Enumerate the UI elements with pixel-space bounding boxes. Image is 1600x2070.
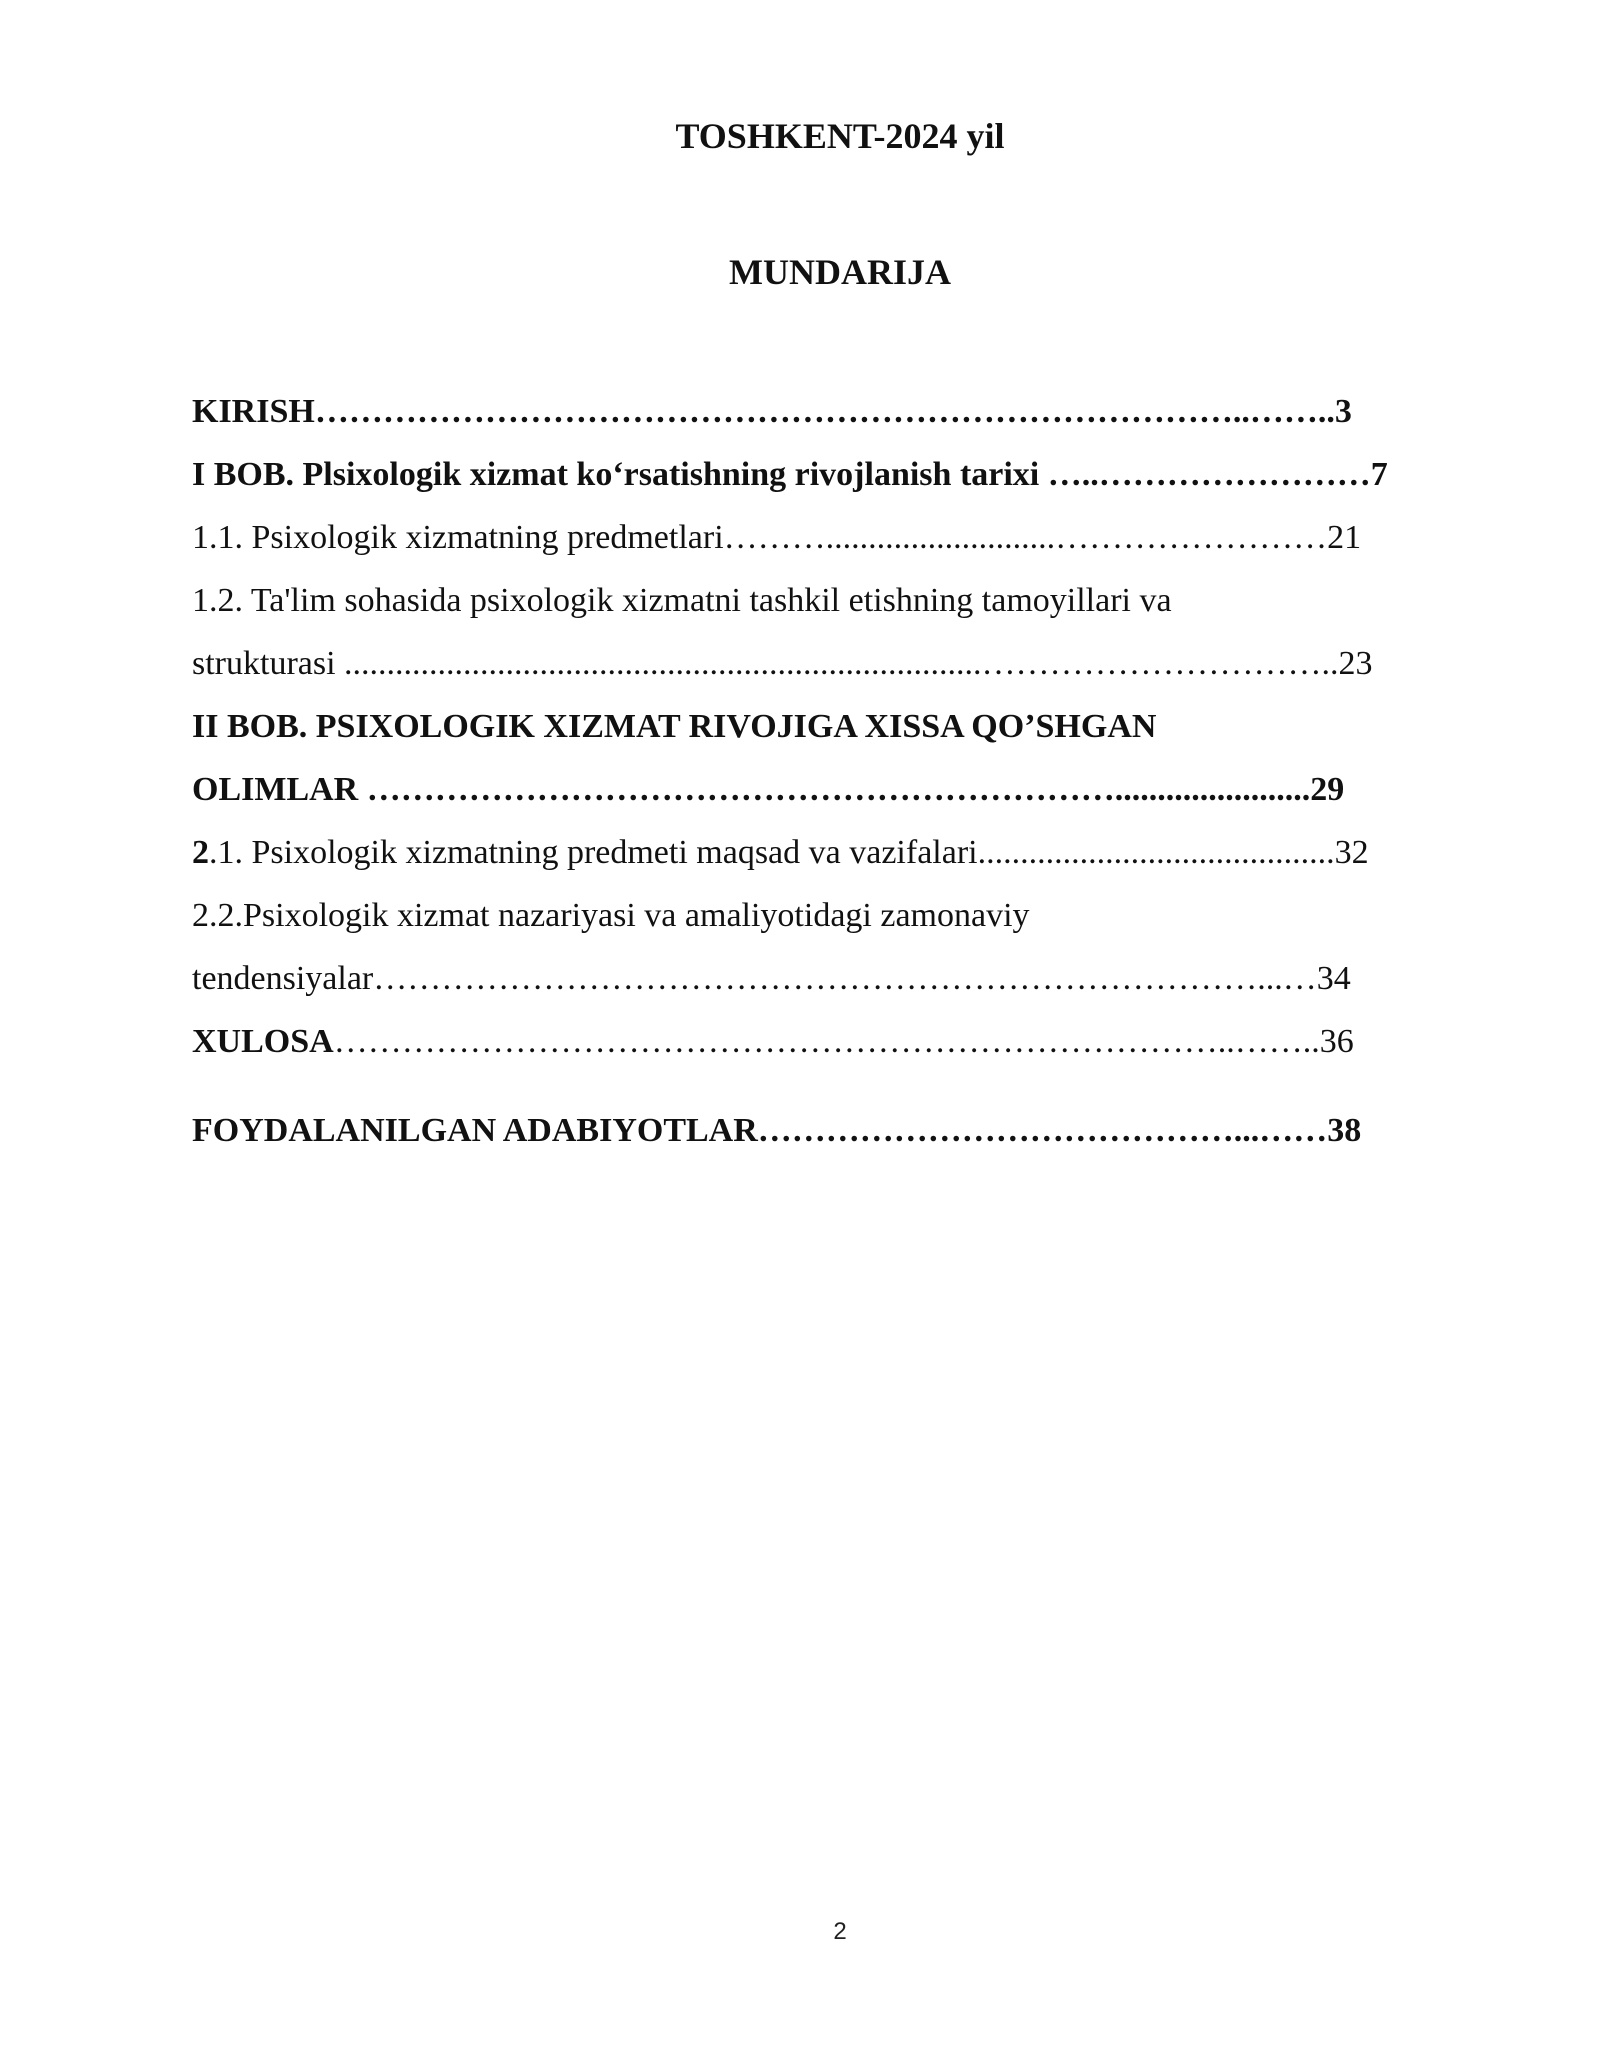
toc-entry-1-2-line1: 1.2. Ta'lim sohasida psixologik xizmatni tashkil etishning tamoyillari va [192,582,1172,619]
toc-entry-xulosa [192,1022,1488,1062]
city-year-heading: TOSHKENT-2024 yil [675,116,1005,156]
toc-entry-xulosa-label: XULOSA [192,1023,334,1060]
toc-entry-2-1-number: 2 [192,834,209,871]
toc-entry-2-1-text: .1. Psixologik xizmatning predmeti maqsad va vazifalari..........................................32 [209,834,1369,871]
toc-entry-2-1 [192,833,1488,873]
toc-entry-chapter-2-line1: II BOB. PSIXOLOGIK XIZMAT RIVOJIGA XISSA QO’SHGAN [192,708,1157,745]
toc-entry-kirish: KIRISH………………………………………………………………………..……..3 [192,393,1352,430]
toc-entry-2-2-line1: 2.2.Psixologik xizmat nazariyasi va amaliyotidagi zamonaviy [192,897,1030,934]
page-number: 2 [833,1918,847,1945]
toc-entry-xulosa-leader: ……………………………………………………………………..……..36 [333,1023,1354,1060]
toc-entry-1-1: 1.1. Psixologik xizmatning predmetlari………...........................……………………21 [192,519,1362,556]
toc-title: MUNDARIJA [729,252,951,292]
toc-entry-references: FOYDALANILGAN ADABIYOTLAR……………………………………...……38 [192,1112,1362,1149]
toc-entry-1-2-line2: strukturasi ...........................................................................…………………………..23 [192,645,1373,682]
toc-entry-2-2-line2: tendensiyalar……………………………………………………………………...…34 [192,960,1351,997]
toc-entry-chapter-1: I BOB. Plsixologik xizmat ko‘rsatishning rivojlanish tarixi …..……………………7 [192,456,1388,493]
toc-entry-chapter-2-line2: OLIMLAR ………………………………………………………….......................29 [192,771,1345,808]
